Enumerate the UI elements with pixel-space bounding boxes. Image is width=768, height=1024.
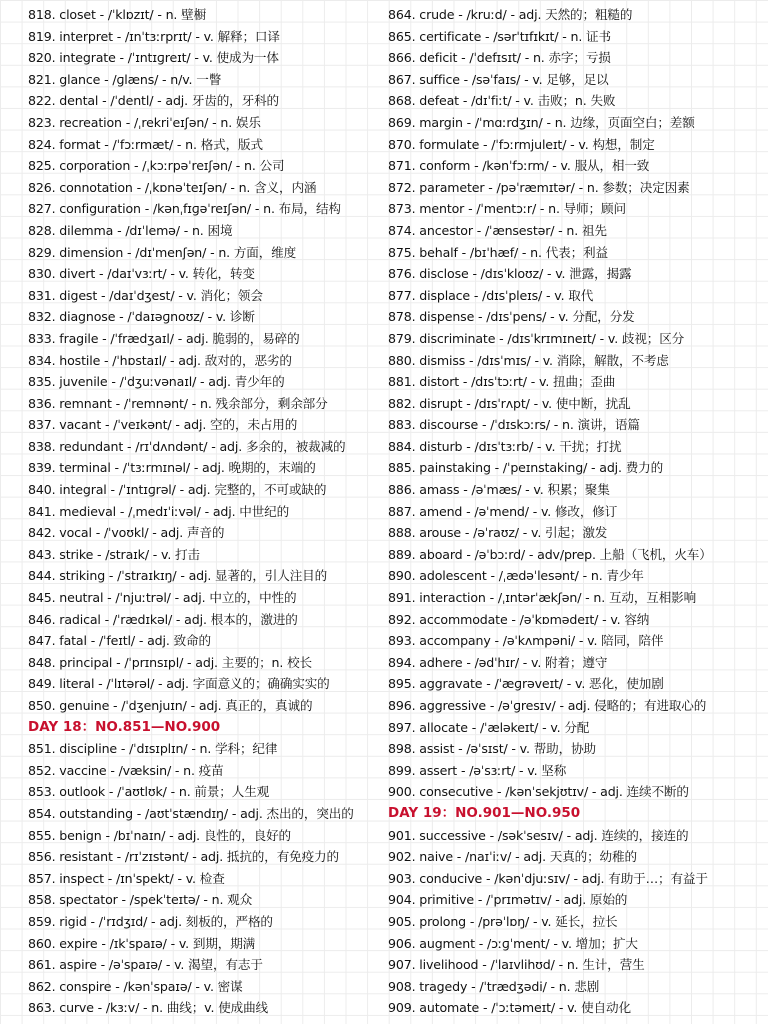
word-entry: 818. closet - /ˈklɒzɪt/ - n. 壁橱	[28, 7, 207, 22]
word-entry: 881. distort - /dɪsˈtɔːrt/ - v. 扭曲；歪曲	[388, 374, 616, 390]
word-entry: 870. formulate - /ˈfɔːrmjuleɪt/ - v. 构想，制定	[388, 136, 655, 152]
word-entry: 883. discourse - /ˈdɪskɔːrs/ - n. 演讲，语篇	[388, 417, 640, 433]
word-entry: 820. integrate - /ˈɪntɪɡreɪt/ - v. 使成为一体	[28, 50, 279, 66]
word-entry: 836. remnant - /ˈremnənt/ - n. 残余部分，剩余部分	[28, 395, 328, 411]
word-entry: 872. parameter - /pəˈræmɪtər/ - n. 参数；决定因素	[388, 179, 690, 195]
word-entry: 855. benign - /bɪˈnaɪn/ - adj. 良性的，良好的	[28, 827, 291, 843]
word-entry: 904. primitive - /ˈprɪmətɪv/ - adj. 原始的	[388, 892, 628, 908]
word-entry: 886. amass - /əˈmæs/ - v. 积累；聚集	[388, 482, 610, 498]
word-entry: 852. vaccine - /væksin/ - n. 疫苗	[28, 762, 224, 778]
word-entry: 873. mentor - /ˈmentɔːr/ - n. 导师；顾问	[388, 201, 626, 217]
word-entry: 831. digest - /daɪˈdʒest/ - v. 消化；领会	[28, 287, 263, 303]
word-entry: 888. arouse - /əˈraʊz/ - v. 引起；激发	[388, 525, 608, 541]
word-entry: 821. glance - /ɡlæns/ - n/v. 一瞥	[28, 71, 222, 87]
word-entry: 844. striking - /ˈstraɪkɪŋ/ - adj. 显著的，引人注目的	[28, 568, 328, 584]
word-entry: 889. aboard - /əˈbɔːrd/ - adv/prep. 上船（飞机，火车）	[388, 546, 712, 562]
word-entry: 885. painstaking - /ˈpeɪnstaking/ - adj. 费力的	[388, 460, 664, 476]
word-entry: 866. deficit - /ˈdefɪsɪt/ - n. 赤字；亏损	[388, 50, 611, 66]
word-entry: 874. ancestor - /ˈænsestər/ - n. 祖先	[388, 222, 607, 238]
word-entry: 840. integral - /ˈɪntɪɡrəl/ - adj. 完整的，不可或缺的	[28, 482, 327, 498]
word-entry: 862. conspire - /kənˈspaɪə/ - v. 密谋	[28, 978, 243, 994]
word-entry: 841. medieval - /ˌmedɪˈiːvəl/ - adj. 中世纪的	[28, 503, 290, 519]
word-entry: 875. behalf - /bɪˈhæf/ - n. 代表；利益	[388, 244, 608, 260]
word-entry: 834. hostile - /ˈhɒstaɪl/ - adj. 敌对的，恶劣的	[28, 352, 292, 368]
word-entry: 865. certificate - /sərˈtɪfɪkɪt/ - n. 证书	[388, 28, 611, 44]
word-entry: 897. allocate - /ˈæləkeɪt/ - v. 分配	[388, 719, 590, 735]
word-entry: 832. diagnose - /ˈdaɪəɡnoʊz/ - v. 诊断	[28, 309, 255, 325]
word-entry: 839. terminal - /ˈtɜːrmɪnəl/ - adj. 晚期的，末端的	[28, 460, 316, 476]
word-entry: 868. defeat - /dɪˈfiːt/ - v. 击败；n. 失败	[388, 93, 616, 109]
left-column	[28, 4, 380, 1019]
word-entry: 827. configuration - /kənˌfɪɡəˈreɪʃən/ - n. 布局，结构	[28, 201, 341, 217]
right-column	[388, 4, 764, 1019]
word-entry: 825. corporation - /ˌkɔːrpəˈreɪʃən/ - n. 公司	[28, 158, 285, 174]
word-entry: 835. juvenile - /ˈdʒuːvənaɪl/ - adj. 青少年的	[28, 374, 285, 390]
word-entry: 887. amend - /əˈmend/ - v. 修改，修订	[388, 503, 618, 519]
word-entry: 864. crude - /kruːd/ - adj. 天然的；粗糙的	[388, 7, 633, 22]
word-entry: 871. conform - /kənˈfɔːrm/ - v. 服从，相一致	[388, 158, 650, 174]
word-entry: 838. redundant - /rɪˈdʌndənt/ - adj. 多余的，被裁减的	[28, 438, 346, 454]
word-entry: 895. aggravate - /ˈæɡrəveɪt/ - v. 恶化，使加剧	[388, 676, 664, 692]
word-entry: 833. fragile - /ˈfrædʒaɪl/ - adj. 脆弱的，易碎的	[28, 330, 300, 346]
word-entry: 863. curve - /kɜːv/ - n. 曲线；v. 使成曲线	[28, 1000, 268, 1016]
word-entry: 846. radical - /ˈrædɪkəl/ - adj. 根本的，激进的	[28, 611, 298, 627]
word-entry: 899. assert - /əˈsɜːrt/ - v. 坚称	[388, 762, 567, 778]
word-entry: 851. discipline - /ˈdɪsɪplɪn/ - n. 学科；纪律	[28, 741, 278, 757]
word-entry: 859. rigid - /ˈrɪdʒɪd/ - adj. 刻板的，严格的	[28, 913, 273, 929]
word-entry: 837. vacant - /ˈveɪkənt/ - adj. 空的，未占用的	[28, 417, 298, 433]
word-entry: 891. interaction - /ˌɪntərˈækʃən/ - n. 互动，互相影响	[388, 590, 697, 606]
word-entry: 906. augment - /ɔːɡˈment/ - v. 增加；扩大	[388, 935, 638, 951]
word-entry: 850. genuine - /ˈdʒenjuɪn/ - adj. 真正的，真诚的	[28, 698, 313, 713]
word-entry: 828. dilemma - /dɪˈlemə/ - n. 困境	[28, 222, 233, 238]
word-entry: 843. strike - /straɪk/ - v. 打击	[28, 546, 200, 562]
word-entry: 892. accommodate - /əˈkɒmədeɪt/ - v. 容纳	[388, 611, 650, 627]
word-entry: 894. adhere - /ədˈhɪr/ - v. 附着；遵守	[388, 654, 608, 670]
word-entry: 869. margin - /ˈmɑːrdʒɪn/ - n. 边缘，页面空白；差额	[388, 114, 695, 130]
word-entry: 882. disrupt - /dɪsˈrʌpt/ - v. 使中断，扰乱	[388, 395, 631, 411]
word-entry: 902. naive - /naɪˈiːv/ - adj. 天真的；幼稚的	[388, 849, 637, 865]
word-entry: 830. divert - /daɪˈvɜːrt/ - v. 转化，转变	[28, 266, 255, 282]
word-entry: 876. disclose - /dɪsˈkloʊz/ - v. 泄露，揭露	[388, 266, 632, 282]
word-entry: 823. recreation - /ˌrekriˈeɪʃən/ - n. 娱乐	[28, 114, 261, 130]
word-entry: 877. displace - /dɪsˈpleɪs/ - v. 取代	[388, 287, 594, 303]
word-entry: 880. dismiss - /dɪsˈmɪs/ - v. 消除，解散，不考虑	[388, 352, 669, 368]
word-entry: 854. outstanding - /aʊtˈstændɪŋ/ - adj. 杰出的，突出的	[28, 805, 354, 821]
day-heading: DAY 18：NO.851—NO.900	[28, 718, 221, 735]
word-entry: 842. vocal - /ˈvoʊkl/ - adj. 声音的	[28, 525, 225, 541]
word-entry: 857. inspect - /ɪnˈspekt/ - v. 检查	[28, 870, 225, 886]
word-entry: 858. spectator - /spekˈteɪtə/ - n. 观众	[28, 892, 253, 908]
word-entry: 890. adolescent - /ˌædəˈlesənt/ - n. 青少年	[388, 568, 644, 584]
word-entry: 822. dental - /ˈdentl/ - adj. 牙齿的，牙科的	[28, 93, 279, 109]
word-entry: 856. resistant - /rɪˈzɪstənt/ - adj. 抵抗的，有免疫力的	[28, 849, 339, 865]
word-entry: 845. neutral - /ˈnjuːtrəl/ - adj. 中立的，中性的	[28, 590, 297, 606]
word-entry: 853. outlook - /ˈaʊtlʊk/ - n. 前景；人生观	[28, 784, 270, 800]
word-entry: 903. conducive - /kənˈdjuːsɪv/ - adj. 有助于…；有益于	[388, 870, 708, 886]
word-entry: 896. aggressive - /əˈɡresɪv/ - adj. 侵略的；有进取心的	[388, 698, 707, 713]
word-entry: 861. aspire - /əˈspaɪə/ - v. 渴望，有志于	[28, 957, 263, 973]
word-entry: 867. suffice - /səˈfaɪs/ - v. 足够，足以	[388, 71, 609, 87]
word-entry: 907. livelihood - /ˈlaɪvlihʊd/ - n. 生计，营生	[388, 957, 645, 973]
word-entry: 884. disturb - /dɪsˈtɜːrb/ - v. 干扰；打扰	[388, 438, 622, 454]
word-entry: 893. accompany - /əˈkʌmpəni/ - v. 陪同，陪伴	[388, 633, 664, 649]
word-entry: 860. expire - /ɪkˈspaɪə/ - v. 到期，期满	[28, 935, 256, 951]
word-entry: 900. consecutive - /kənˈsekjʊtɪv/ - adj. 连续不断的	[388, 784, 689, 800]
day-heading: DAY 19：NO.901—NO.950	[388, 804, 581, 821]
word-entry: 908. tragedy - /ˈtrædʒədi/ - n. 悲剧	[388, 978, 600, 994]
word-entry: 879. discriminate - /dɪsˈkrɪmɪneɪt/ - v. 歧视；区分	[388, 330, 685, 346]
word-entry: 819. interpret - /ɪnˈtɜːrprɪt/ - v. 解释；口译	[28, 28, 280, 44]
word-entry: 826. connotation - /ˌkɒnəˈteɪʃən/ - n. 含义，内涵	[28, 179, 317, 195]
word-entry: 901. successive - /səkˈsesɪv/ - adj. 连续的，接连的	[388, 827, 689, 843]
word-entry: 909. automate - /ˈɔːtəmeɪt/ - v. 使自动化	[388, 1000, 631, 1016]
word-entry: 878. dispense - /dɪsˈpens/ - v. 分配，分发	[388, 309, 635, 325]
word-entry: 829. dimension - /dɪˈmenʃən/ - n. 方面，维度	[28, 244, 297, 260]
word-entry: 905. prolong - /prəˈlɒŋ/ - v. 延长，拉长	[388, 913, 618, 929]
word-entry: 898. assist - /əˈsɪst/ - v. 帮助，协助	[388, 741, 596, 757]
word-entry: 849. literal - /ˈlɪtərəl/ - adj. 字面意义的；确确实实的	[28, 676, 330, 692]
word-entry: 824. format - /ˈfɔːrmæt/ - n. 格式，版式	[28, 136, 263, 152]
word-entry: 847. fatal - /ˈfeɪtl/ - adj. 致命的	[28, 633, 211, 649]
word-entry: 848. principal - /ˈprɪnsɪpl/ - adj. 主要的；n. 校长	[28, 654, 312, 670]
